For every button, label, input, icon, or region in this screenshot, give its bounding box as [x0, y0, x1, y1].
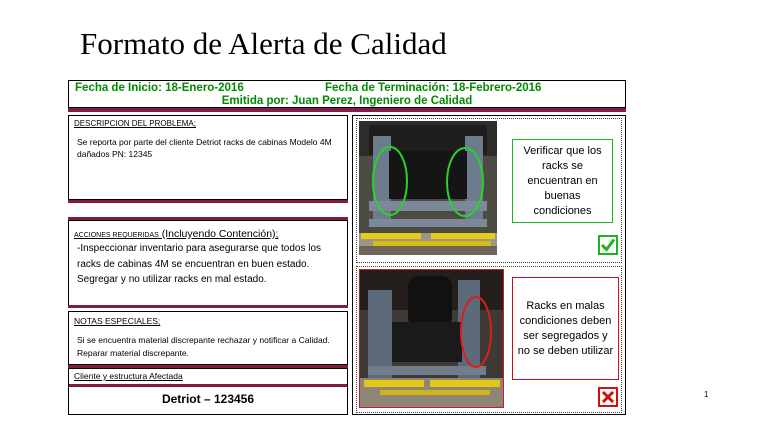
problem-divider — [68, 200, 348, 203]
start-date: Fecha de Inicio: 18-Enero-2016 — [75, 82, 244, 94]
actions-label-main: ACCIONES REQUERIDAS — [74, 232, 159, 239]
notes-label: NOTAS ESPECIALES; — [74, 316, 161, 326]
good-rack-photo — [359, 121, 497, 255]
bad-callout: Racks en malas condiciones deben ser segregados y no se deben utilizar — [512, 277, 619, 380]
header-divider — [68, 108, 626, 112]
page-title: Formato de Alerta de Calidad — [80, 26, 447, 61]
alert-header — [68, 80, 626, 108]
good-condition-panel — [356, 118, 622, 263]
issued-by: Emitida por: Juan Perez, Ingeniero de Calidad — [221, 95, 473, 107]
end-date: Fecha de Terminación: 18-Febrero-2016 — [325, 82, 542, 94]
problem-text: Se reporta por parte del cliente Detriot racks de cabinas Modelo 4M dañados PN: 12345 — [77, 137, 332, 159]
actions-label — [74, 224, 278, 242]
bad-rack-image — [360, 270, 503, 407]
actions-section — [68, 220, 348, 307]
client-divider — [69, 384, 347, 387]
problem-section — [68, 115, 348, 200]
page-number: 1 — [704, 390, 709, 399]
check-icon — [598, 235, 618, 255]
notes-section — [68, 311, 348, 365]
good-callout: Verificar que los racks se encuentran en buenas condiciones — [512, 139, 613, 223]
problem-label: DESCRIPCION DEL PROBLEMA; — [74, 119, 196, 128]
notes-text: Si se encuentra material discrepante rechazar y notificar a Calidad. Reparar material discrepante. — [77, 335, 330, 358]
good-rack-image — [359, 121, 497, 255]
x-icon — [598, 387, 618, 407]
actions-label-extra: (Incluyendo Contención); — [158, 228, 279, 240]
client-value: Detriot – 123456 — [161, 392, 255, 406]
bad-rack-photo — [359, 269, 504, 408]
actions-divider — [68, 305, 348, 308]
actions-text: -Inspeccionar inventario para asegurarse que todos los racks de cabinas 4M se encuentran en buen estado. Segregar y no utilizar racks en mal estado. — [77, 243, 322, 285]
bad-condition-panel — [356, 266, 622, 413]
client-section — [68, 368, 348, 415]
photos-section — [352, 115, 626, 415]
client-label: Cliente y estructura Afectada — [74, 371, 183, 381]
